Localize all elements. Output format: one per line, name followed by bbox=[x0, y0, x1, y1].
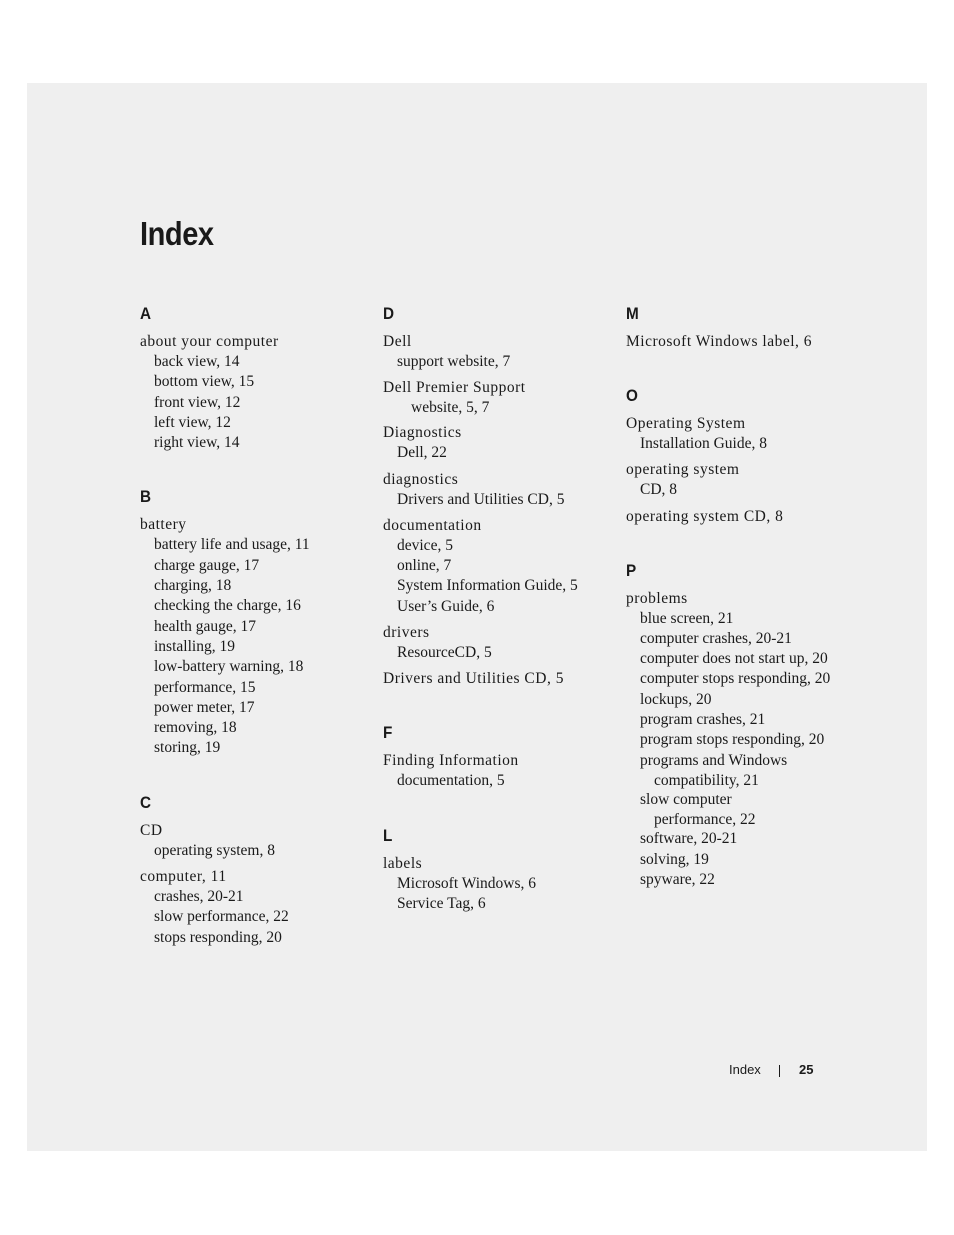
index-subterm-continuation: compatibility, 21 bbox=[654, 771, 759, 789]
index-subterm: software, 20-21 bbox=[640, 830, 738, 848]
index-entry bbox=[626, 507, 866, 527]
index-subterm: support website, 7 bbox=[397, 353, 511, 370]
index-section bbox=[383, 826, 613, 915]
index-entry bbox=[626, 589, 866, 891]
index-subterm: ResourceCD, 5 bbox=[397, 644, 492, 662]
index-subterm: User’s Guide, 6 bbox=[397, 597, 495, 615]
index-subterm: solving, 19 bbox=[640, 850, 709, 868]
index-subterm: documentation, 5 bbox=[397, 772, 505, 790]
section-letter: B bbox=[140, 487, 152, 507]
index-subterm: computer stops responding, 20 bbox=[640, 670, 831, 688]
index-entry bbox=[383, 470, 613, 510]
index-subterm: online, 7 bbox=[397, 557, 452, 575]
index-subterm: left view, 12 bbox=[154, 413, 231, 431]
index-subterm: computer does not start up, 20 bbox=[640, 650, 828, 668]
index-section bbox=[140, 793, 370, 948]
index-section bbox=[140, 304, 370, 453]
index-term: problems bbox=[626, 589, 688, 607]
section-letter: P bbox=[626, 560, 637, 580]
index-subterm: slow performance, 22 bbox=[154, 908, 289, 926]
index-subterm: computer crashes, 20-21 bbox=[640, 629, 792, 647]
section-letter: D bbox=[383, 304, 395, 323]
section-letter: C bbox=[140, 792, 152, 812]
index-subterm: checking the charge, 16 bbox=[154, 597, 301, 615]
index-term: about your computer bbox=[140, 333, 279, 350]
index-term: Drivers and Utilities CD, 5 bbox=[383, 670, 564, 688]
index-section bbox=[383, 723, 613, 791]
index-subterm: device, 5 bbox=[397, 536, 453, 554]
index-subterm: back view, 14 bbox=[154, 353, 240, 370]
index-term: drivers bbox=[383, 624, 430, 642]
index-entry bbox=[383, 516, 613, 617]
index-term: diagnostics bbox=[383, 470, 459, 488]
index-subterm: crashes, 20-21 bbox=[154, 888, 244, 906]
index-entry bbox=[626, 460, 866, 500]
index-section bbox=[626, 561, 866, 891]
index-term: operating system CD, 8 bbox=[626, 507, 784, 525]
section-letter: M bbox=[626, 304, 639, 323]
index-subterm-continuation: performance, 22 bbox=[654, 811, 756, 829]
index-entry bbox=[383, 378, 613, 417]
index-column-2 bbox=[383, 304, 613, 948]
index-section bbox=[140, 487, 370, 758]
section-letter: F bbox=[383, 723, 393, 743]
index-subterm: operating system, 8 bbox=[154, 841, 275, 859]
index-subterm: removing, 18 bbox=[154, 719, 237, 737]
index-term: Diagnostics bbox=[383, 424, 462, 442]
index-subterm: storing, 19 bbox=[154, 739, 221, 757]
index-term: operating system bbox=[626, 461, 740, 479]
index-subterm: bottom view, 15 bbox=[154, 373, 255, 391]
index-subterm: lockups, 20 bbox=[640, 690, 712, 708]
index-term: Dell bbox=[383, 333, 412, 350]
index-subterm: programs and Windows bbox=[640, 751, 788, 769]
index-entry bbox=[383, 854, 613, 915]
index-term: documentation bbox=[383, 516, 482, 534]
index-entry bbox=[626, 414, 866, 454]
index-term: Microsoft Windows label, 6 bbox=[626, 333, 813, 350]
section-letter: O bbox=[626, 386, 638, 405]
footer-separator bbox=[779, 1065, 780, 1077]
index-entry bbox=[383, 669, 613, 689]
index-subterm: power meter, 17 bbox=[154, 698, 255, 716]
index-subterm: System Information Guide, 5 bbox=[397, 577, 578, 595]
section-letter: A bbox=[140, 304, 152, 323]
index-column-3 bbox=[626, 304, 866, 924]
footer-section-label: Index bbox=[729, 1062, 761, 1077]
index-subterm: Service Tag, 6 bbox=[397, 894, 486, 912]
index-term-continuation: website, 5, 7 bbox=[411, 399, 490, 417]
index-subterm: slow computer bbox=[640, 790, 732, 808]
index-subterm: stops responding, 20 bbox=[154, 928, 282, 946]
index-subterm: spyware, 22 bbox=[640, 870, 715, 888]
index-term: labels bbox=[383, 854, 423, 872]
index-entry bbox=[626, 332, 866, 352]
index-subterm: Dell, 22 bbox=[397, 444, 447, 462]
index-term: battery bbox=[140, 516, 187, 534]
section-letter: L bbox=[383, 825, 393, 845]
index-subterm: charging, 18 bbox=[154, 577, 232, 595]
index-term: CD bbox=[140, 821, 163, 839]
index-section bbox=[626, 304, 866, 352]
index-subterm: low-battery warning, 18 bbox=[154, 658, 304, 676]
index-entry bbox=[140, 332, 370, 453]
index-entry bbox=[140, 821, 370, 861]
index-subterm: health gauge, 17 bbox=[154, 617, 257, 635]
index-subterm: program crashes, 21 bbox=[640, 711, 766, 729]
index-term: Dell Premier Support bbox=[383, 379, 526, 397]
index-subterm: Installation Guide, 8 bbox=[640, 435, 767, 452]
index-subterm: front view, 12 bbox=[154, 393, 241, 411]
index-subterm: installing, 19 bbox=[154, 637, 235, 655]
index-section bbox=[626, 386, 866, 527]
index-entry bbox=[383, 332, 613, 372]
index-subterm: performance, 15 bbox=[154, 678, 256, 696]
index-subterm: Drivers and Utilities CD, 5 bbox=[397, 490, 565, 508]
index-term: computer, 11 bbox=[140, 868, 227, 886]
index-term: Finding Information bbox=[383, 752, 519, 770]
index-entry bbox=[383, 751, 613, 791]
index-entry bbox=[383, 423, 613, 463]
page-title: Index bbox=[140, 215, 214, 252]
index-entry bbox=[140, 867, 370, 948]
index-subterm: right view, 14 bbox=[154, 434, 240, 452]
index-section bbox=[383, 304, 613, 689]
index-subterm: battery life and usage, 11 bbox=[154, 536, 310, 554]
index-subterm: CD, 8 bbox=[640, 481, 678, 499]
index-entry bbox=[383, 623, 613, 663]
index-term: Operating System bbox=[626, 415, 746, 432]
index-entry bbox=[140, 515, 370, 758]
index-subterm: blue screen, 21 bbox=[640, 609, 734, 627]
index-subterm: Microsoft Windows, 6 bbox=[397, 874, 537, 892]
page-number: 25 bbox=[799, 1062, 814, 1077]
index-subterm: charge gauge, 17 bbox=[154, 556, 260, 574]
index-column-1 bbox=[140, 304, 370, 982]
index-subterm: program stops responding, 20 bbox=[640, 731, 825, 749]
